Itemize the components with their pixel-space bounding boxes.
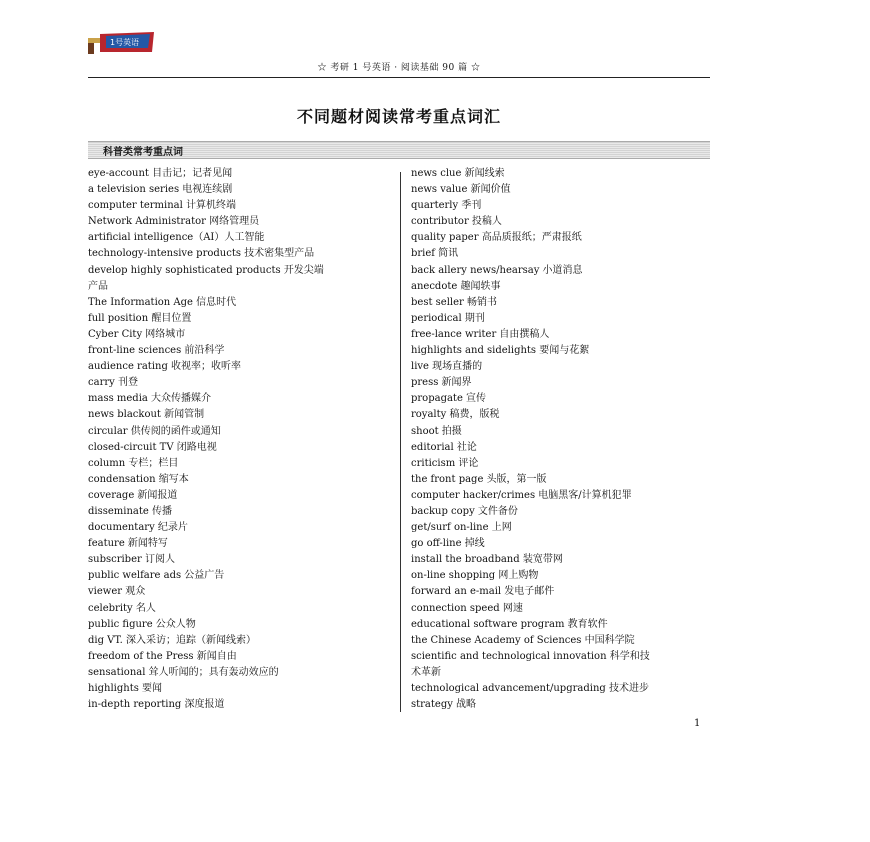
- vocab-entry: technology-intensive products 技术密集型产品: [88, 248, 315, 260]
- vocab-entry: press 新闻界: [411, 377, 472, 389]
- vocab-entry: shoot 拍摄: [411, 425, 462, 437]
- vocab-entry: connection speed 网速: [411, 602, 523, 614]
- vocab-entry: install the broadband 装宽带网: [411, 554, 563, 566]
- vocab-entry: public figure 公众人物: [88, 618, 196, 630]
- vocab-entry: feature 新闻特写: [88, 538, 168, 550]
- page-number: 1: [694, 718, 701, 729]
- vocab-entry: freedom of the Press 新闻自由: [88, 650, 237, 662]
- section-header-bar: [88, 141, 710, 159]
- vocab-entry: 产品: [88, 280, 108, 292]
- vocab-entry: live 现场直播的: [411, 361, 483, 373]
- vocab-entry: back allery news/hearsay 小道消息: [411, 264, 583, 276]
- vocab-entry: news value 新闻价值: [411, 184, 511, 196]
- vocab-entry: public welfare ads 公益广告: [88, 570, 225, 582]
- vocab-entry: dig VT. 深入采访；追踪（新闻线索）: [88, 634, 256, 646]
- vocab-entry: anecdote 趣闻轶事: [411, 280, 501, 292]
- vocab-entry: the front page 头版，第一版: [411, 473, 547, 485]
- column-divider: [400, 172, 401, 712]
- vocab-entry: closed-circuit TV 闭路电视: [88, 441, 217, 453]
- vocab-entry: periodical 期刊: [411, 312, 485, 324]
- vocab-entry: strategy 战略: [411, 699, 477, 711]
- vocab-entry: viewer 观众: [88, 586, 146, 598]
- vocab-entry: technological advancement/upgrading 技术进步: [411, 683, 649, 694]
- vocab-entry: quality paper 高品质报纸；严肃报纸: [411, 232, 582, 244]
- vocab-entry: celebrity 名人: [88, 602, 156, 614]
- vocab-entry: circular 供传阅的函件或通知: [88, 425, 221, 437]
- vocab-entry: news clue 新闻线索: [411, 168, 505, 179]
- vocab-entry: forward an e-mail 发电子邮件: [411, 586, 555, 598]
- vocab-entry: 术革新: [411, 666, 441, 678]
- header-rule: [88, 77, 710, 78]
- vocab-entry: highlights 要闻: [88, 683, 163, 694]
- vocab-entry: on-line shopping 网上购物: [411, 570, 539, 582]
- vocab-column-left: [88, 166, 388, 713]
- vocab-entry: column 专栏；栏目: [88, 457, 179, 469]
- vocab-entry: computer terminal 计算机终端: [88, 200, 237, 212]
- vocab-entry: mass media 大众传播媒介: [88, 393, 212, 405]
- vocab-entry: backup copy 文件备份: [411, 505, 518, 517]
- vocab-entry: carry 刊登: [88, 377, 138, 389]
- vocab-entry: audience rating 收视率；收听率: [88, 361, 242, 373]
- vocab-entry: artificial intelligence（AI）人工智能: [88, 232, 265, 244]
- vocab-entry: computer hacker/crimes 电脑黑客/计算机犯罪: [411, 489, 632, 501]
- vocab-entry: contributor 投稿人: [411, 216, 502, 228]
- vocab-entry: develop highly sophisticated products 开发尖端: [88, 264, 324, 276]
- vocab-entry: coverage 新闻报道: [88, 489, 178, 501]
- vocab-entry: The Information Age 信息时代: [88, 296, 237, 308]
- vocab-entry: documentary 纪录片: [88, 522, 188, 534]
- vocab-entry: propagate 宣传: [411, 393, 487, 405]
- logo-text: 1号英语: [110, 38, 140, 47]
- vocab-entry: free-lance writer 自由撰稿人: [411, 328, 550, 340]
- vocab-entry: the Chinese Academy of Sciences 中国科学院: [411, 634, 635, 646]
- running-header: ☆ 考研 1 号英语 · 阅读基础 90 篇 ☆: [317, 63, 481, 73]
- vocab-entry: best seller 畅销书: [411, 296, 497, 308]
- vocab-entry: educational software program 教育软件: [411, 618, 608, 630]
- vocab-entry: front-line sciences 前沿科学: [88, 345, 225, 357]
- section-label: 科普类常考重点词: [103, 147, 183, 158]
- vocab-entry: scientific and technological innovation 科学和技: [411, 650, 650, 662]
- vocab-entry: criticism 评论: [411, 457, 479, 469]
- vocab-entry: a television series 电视连续剧: [88, 184, 233, 196]
- vocab-entry: condensation 缩写本: [88, 473, 189, 485]
- vocab-entry: Network Administrator 网络管理员: [88, 216, 260, 228]
- vocab-entry: eye-account 目击记；记者见闻: [88, 168, 233, 179]
- vocab-entry: highlights and sidelights 要闻与花絮: [411, 345, 590, 357]
- vocab-entry: in-depth reporting 深度报道: [88, 699, 225, 711]
- vocab-entry: quarterly 季刊: [411, 200, 482, 212]
- vocab-entry: brief 简讯: [411, 248, 459, 260]
- vocab-entry: royalty 稿费，版税: [411, 409, 500, 421]
- vocab-entry: sensational 耸人听闻的；具有轰动效应的: [88, 666, 279, 678]
- page-title: 不同题材阅读常考重点词汇: [296, 107, 501, 126]
- vocab-entry: editorial 社论: [411, 441, 477, 453]
- vocab-entry: disseminate 传播: [88, 505, 172, 517]
- vocab-entry: go off-line 掉线: [411, 538, 485, 550]
- vocab-entry: subscriber 订阅人: [88, 554, 175, 566]
- publisher-logo-icon: [86, 30, 156, 56]
- vocab-column-right: [411, 166, 711, 713]
- vocab-entry: full position 醒目位置: [88, 312, 192, 324]
- vocab-entry: Cyber City 网络城市: [88, 328, 186, 340]
- vocab-entry: news blackout 新闻管制: [88, 409, 205, 421]
- vocab-entry: get/surf on-line 上网: [411, 522, 512, 534]
